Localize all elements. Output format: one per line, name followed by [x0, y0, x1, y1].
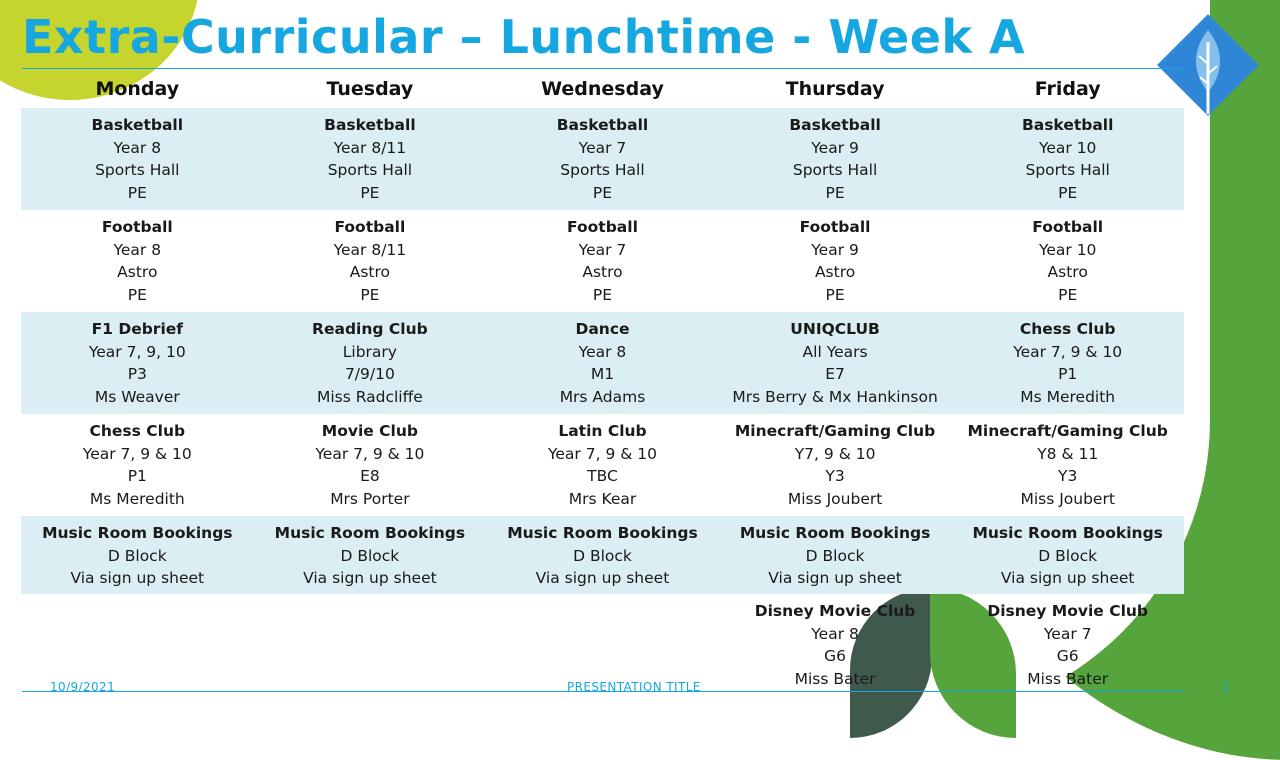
schedule-row: [21, 210, 1184, 312]
page-title: Extra-Curricular – Lunchtime - Week A: [22, 10, 1026, 64]
activity-name: Football: [799, 218, 871, 236]
schedule-row: [21, 312, 1184, 414]
activity-detail: PE: [360, 285, 380, 304]
activity-detail: Year 7, 9 & 10: [1013, 342, 1123, 361]
activity-detail: Sports Hall: [327, 161, 413, 179]
activity-detail: Year 8/11: [333, 138, 407, 157]
activity-detail: Year 10: [1038, 240, 1097, 259]
schedule-row: [21, 108, 1184, 210]
activity-detail: Year 8/11: [333, 240, 407, 259]
activity-detail: Year 7, 9 & 10: [547, 444, 657, 463]
activity-cell-friday: [951, 108, 1184, 210]
activity-detail: Year 7: [578, 138, 627, 157]
activity-detail: Mrs Berry & Mx Hankinson: [732, 387, 938, 406]
activity-name: Music Room Bookings: [274, 524, 466, 542]
activity-detail: P1: [1058, 365, 1078, 383]
activity-detail: PE: [360, 183, 380, 202]
activity-name: Disney Movie Club: [987, 602, 1149, 620]
activity-name: Basketball: [556, 116, 649, 134]
activity-cell-monday: [21, 312, 254, 414]
activity-detail: PE: [1058, 285, 1078, 304]
activity-name: Basketball: [91, 116, 184, 134]
activity-detail: P3: [127, 365, 147, 383]
activity-cell-wednesday: [486, 312, 719, 414]
activity-detail: Mrs Kear: [568, 489, 637, 508]
activity-detail: Astro: [1047, 263, 1088, 281]
activity-name: Dance: [575, 320, 630, 338]
activity-detail: D Block: [107, 546, 167, 565]
activity-detail: Y8 & 11: [1037, 444, 1099, 463]
activity-detail: Astro: [814, 263, 856, 281]
activity-detail: D Block: [805, 546, 865, 565]
activity-detail: Via sign up sheet: [303, 569, 437, 587]
activity-detail: P1: [127, 467, 147, 485]
footer-page-number: 1: [1222, 680, 1231, 694]
activity-cell-wednesday: [486, 210, 719, 312]
activity-name: Music Room Bookings: [739, 524, 931, 542]
day-header-thursday: Thursday: [785, 78, 885, 100]
activity-detail: Sports Hall: [1025, 161, 1110, 179]
schedule-row: [21, 516, 1184, 594]
activity-name: Chess Club: [1019, 320, 1116, 338]
activity-detail: Y3: [825, 467, 845, 485]
activity-detail: E7: [825, 365, 845, 383]
activity-name: Music Room Bookings: [507, 524, 698, 542]
activity-name: Music Room Bookings: [42, 524, 233, 542]
activity-name: Chess Club: [89, 422, 186, 440]
activity-cell-wednesday: [486, 516, 719, 594]
activity-detail: Year 8: [578, 342, 627, 361]
activity-cell-thursday: [719, 414, 952, 516]
activity-detail: Sports Hall: [792, 161, 878, 179]
activity-detail: TBC: [587, 467, 618, 485]
day-header-row: [21, 70, 1184, 108]
activity-cell-thursday: [719, 312, 952, 414]
activity-detail: PE: [127, 285, 147, 304]
activity-detail: E8: [360, 467, 380, 485]
activity-detail: PE: [127, 183, 147, 202]
activity-detail: Astro: [117, 263, 158, 281]
day-header-friday: Friday: [1034, 78, 1101, 100]
activity-cell-monday: [21, 516, 254, 594]
schedule-row: [21, 414, 1184, 516]
activity-detail: PE: [1058, 183, 1078, 202]
activity-name: Movie Club: [321, 422, 418, 440]
activity-name: Latin Club: [558, 422, 647, 440]
activity-name: Music Room Bookings: [972, 524, 1163, 542]
activity-detail: Mrs Adams: [559, 387, 646, 406]
day-header-wednesday: Wednesday: [541, 78, 664, 100]
activity-detail: Year 7, 9 & 10: [82, 444, 192, 463]
activity-detail: Via sign up sheet: [1000, 569, 1135, 587]
activity-detail: Miss Radcliffe: [316, 387, 423, 406]
activity-detail: PE: [592, 183, 613, 202]
activity-cell-tuesday: [254, 312, 487, 414]
activity-detail: Via sign up sheet: [768, 569, 902, 587]
activity-detail: Miss Joubert: [787, 489, 883, 508]
activity-cell-thursday: [719, 108, 952, 210]
activity-name: Minecraft/Gaming Club: [967, 422, 1168, 440]
activity-detail: Sports Hall: [560, 161, 645, 179]
activity-name: Disney Movie Club: [754, 602, 916, 620]
activity-name: Basketball: [324, 116, 416, 134]
activity-name: Football: [101, 218, 173, 236]
activity-detail: Miss Joubert: [1020, 489, 1115, 508]
activity-detail: PE: [825, 285, 845, 304]
activity-name: Football: [334, 218, 406, 236]
activity-detail: G6: [824, 647, 847, 665]
activity-cell-wednesday: [486, 414, 719, 516]
activity-name: F1 Debrief: [91, 320, 184, 338]
footer-presentation-title: PRESENTATION TITLE: [567, 680, 701, 694]
activity-name: Football: [1032, 218, 1104, 236]
activity-cell-monday: [21, 414, 254, 516]
footer-date: 10/9/2021: [50, 680, 116, 694]
activity-detail: Year 8: [113, 138, 162, 157]
activity-cell-friday: [951, 516, 1184, 594]
activity-detail: Year 8: [113, 240, 162, 259]
activity-detail: Astro: [349, 263, 391, 281]
activity-name: Football: [567, 218, 638, 236]
activity-name: Minecraft/Gaming Club: [734, 422, 936, 440]
activity-detail: Year 8: [811, 624, 859, 643]
activity-detail: Library: [342, 342, 397, 361]
activity-detail: M1: [590, 365, 615, 383]
activity-cell-tuesday: [254, 210, 487, 312]
activity-detail: D Block: [340, 546, 400, 565]
day-header-monday: Monday: [95, 78, 180, 100]
activity-detail: Y3: [1058, 467, 1078, 485]
activity-cell-tuesday: [254, 108, 487, 210]
activity-detail: Year 10: [1038, 138, 1097, 157]
activity-cell-wednesday: [486, 108, 719, 210]
activity-detail: Year 7: [578, 240, 627, 259]
activity-detail: PE: [592, 285, 613, 304]
activity-name: Reading Club: [312, 320, 428, 338]
activity-cell-friday: [951, 594, 1184, 696]
activity-detail: 7/9/10: [344, 365, 395, 383]
activity-detail: Ms Meredith: [1020, 387, 1116, 406]
activity-detail: Year 7, 9, 10: [88, 342, 186, 361]
schedule-table: [21, 70, 1184, 696]
activity-detail: Ms Meredith: [89, 489, 185, 508]
activity-cell-friday: [951, 414, 1184, 516]
activity-name: Basketball: [789, 116, 881, 134]
activity-cell-tuesday: [254, 594, 487, 696]
activity-detail: Miss Bater: [1027, 669, 1109, 688]
activity-detail: G6: [1056, 647, 1079, 665]
activity-name: UNIQCLUB: [790, 320, 880, 338]
schedule-body: [21, 108, 1184, 696]
activity-detail: PE: [825, 183, 845, 202]
activity-detail: Sports Hall: [95, 161, 180, 179]
activity-cell-thursday: [719, 210, 952, 312]
day-header-tuesday: Tuesday: [326, 78, 414, 100]
activity-cell-friday: [951, 312, 1184, 414]
activity-cell-friday: [951, 210, 1184, 312]
activity-cell-monday: [21, 108, 254, 210]
activity-detail: Y7, 9 & 10: [794, 444, 876, 463]
activity-detail: Year 9: [811, 138, 859, 157]
activity-detail: Ms Weaver: [94, 387, 180, 406]
activity-detail: Miss Bater: [794, 669, 876, 688]
activity-cell-thursday: [719, 516, 952, 594]
activity-detail: D Block: [1038, 546, 1098, 565]
title-divider: [22, 68, 1184, 69]
activity-cell-tuesday: [254, 414, 487, 516]
activity-detail: Astro: [582, 263, 623, 281]
activity-detail: Via sign up sheet: [535, 569, 670, 587]
activity-cell-thursday: [719, 594, 952, 696]
activity-detail: D Block: [573, 546, 632, 565]
activity-detail: Year 9: [811, 240, 859, 259]
activity-detail: Via sign up sheet: [70, 569, 205, 587]
activity-cell-monday: [21, 210, 254, 312]
activity-detail: Year 7, 9 & 10: [315, 444, 425, 463]
activity-name: Basketball: [1021, 116, 1114, 134]
activity-cell-tuesday: [254, 516, 487, 594]
activity-detail: Mrs Porter: [330, 489, 410, 508]
activity-detail: All Years: [802, 342, 868, 361]
activity-detail: Year 7: [1043, 624, 1092, 643]
